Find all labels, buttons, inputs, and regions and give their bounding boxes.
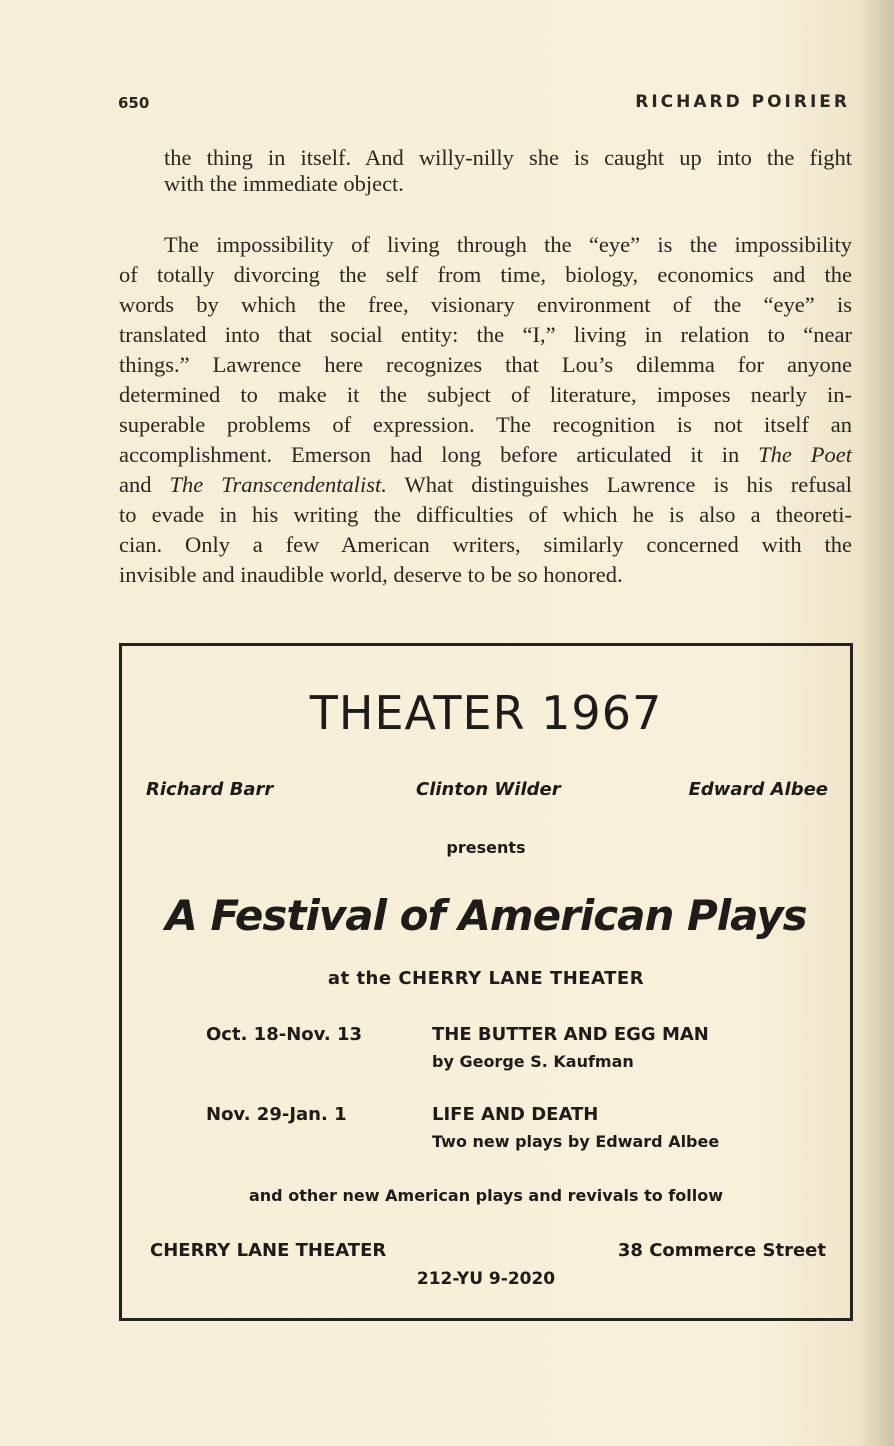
running-head: RICHARD POIRIER <box>635 92 850 112</box>
text-line: words by which the free, visionary environment of the “eye” is <box>119 292 852 317</box>
theater-name: CHERRY LANE THEATER <box>150 1240 387 1261</box>
text-line: cian. Only a few American writers, similarly concerned with the <box>119 532 852 557</box>
text-line <box>119 442 852 468</box>
title-the-poet: The Poet <box>758 442 853 467</box>
theater-phone: 212-YU 9-2020 <box>416 1269 556 1289</box>
text-line: things.” Lawrence here recognizes that Lou’s dilemma for anyone <box>119 352 852 377</box>
text-line <box>119 472 852 498</box>
text-line: of totally divorcing the self from time, biology, economics and the <box>119 262 852 287</box>
ad-title: THEATER 1967 <box>309 686 663 740</box>
show-title: THE BUTTER AND EGG MAN <box>432 1024 709 1045</box>
text-line: determined to make it the subject of literature, imposes nearly in- <box>119 382 852 407</box>
text-line: superable problems of expression. The recognition is not itself an <box>119 412 852 437</box>
text-line: with the immediate object. <box>164 171 404 196</box>
show-byline: Two new plays by Edward Albee <box>432 1132 720 1151</box>
presents-label: presents <box>446 838 526 857</box>
theater-address: 38 Commerce Street <box>617 1240 826 1261</box>
text-line: to evade in his writing the difficulties of which he is also a theoreti- <box>119 502 852 527</box>
show-byline: by George S. Kaufman <box>432 1052 634 1071</box>
follow-line: and other new American plays and revivals to follow <box>248 1186 723 1205</box>
show-dates: Oct. 18-Nov. 13 <box>206 1024 363 1045</box>
text-line: the thing in itself. And willy-nilly she is caught up into the fight <box>164 145 852 170</box>
producer-name: Edward Albee <box>688 779 828 800</box>
venue-line: at the CHERRY LANE THEATER <box>327 968 645 989</box>
producer-name: Richard Barr <box>146 779 274 800</box>
show-dates: Nov. 29-Jan. 1 <box>206 1104 347 1125</box>
show-title: LIFE AND DEATH <box>432 1104 599 1125</box>
text-line: invisible and inaudible world, deserve to be so honored. <box>119 562 623 587</box>
theater-advertisement <box>119 643 853 1321</box>
festival-title: A Festival of American Plays <box>165 891 807 940</box>
text-line: The impossibility of living through the “eye” is the impossibility <box>164 232 852 257</box>
page-number: 650 <box>118 94 150 112</box>
text-span: What distinguishes Lawrence is his refusal <box>404 472 852 497</box>
text-span: accomplishment. Emerson had long before articulated it in <box>119 442 740 467</box>
producer-name: Clinton Wilder <box>416 779 561 800</box>
title-transcendentalist: The Transcendentalist. <box>169 472 387 497</box>
text-line: translated into that social entity: the “I,” living in relation to “near <box>119 322 852 347</box>
text-span: and <box>119 472 152 497</box>
